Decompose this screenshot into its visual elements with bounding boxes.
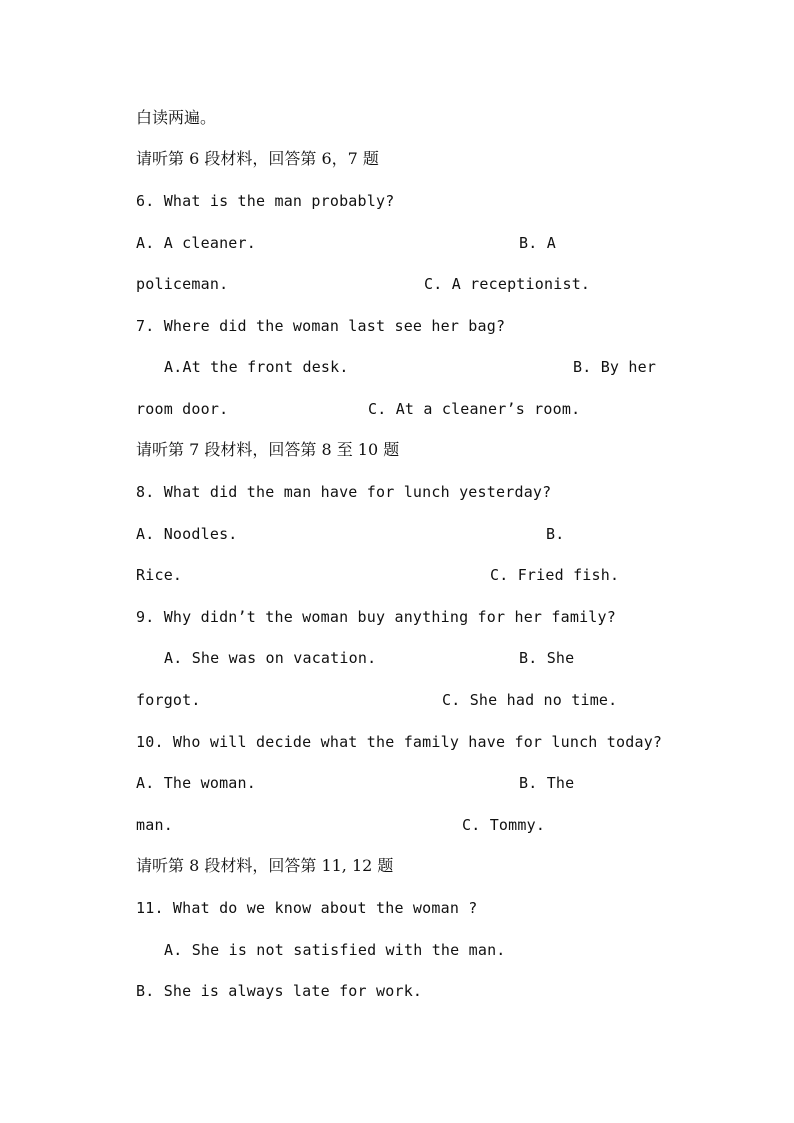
option-9-c: C. She had no time. (442, 691, 618, 709)
option-11-a: A. She is not satisfied with the man. (164, 941, 506, 959)
option-7-c: C. At a cleaner’s room. (368, 400, 581, 418)
question-8-options-row-2 (136, 563, 660, 587)
question-11: 11. What do we know about the woman ? (136, 899, 478, 917)
section-heading-6: 请听第 6 段材料，回答第 6，7 题 (136, 149, 379, 168)
option-8-a: A. Noodles. (136, 525, 238, 543)
option-6-c: C. A receptionist. (424, 275, 591, 293)
question-8: 8. What did the man have for lunch yesterday? (136, 483, 552, 501)
option-6-b-start: B. A (519, 234, 556, 252)
option-8-c: C. Fried fish. (490, 566, 620, 584)
option-11-a-line (136, 938, 660, 962)
option-6-b-end: policeman. (136, 275, 229, 293)
question-9-options-row-2 (136, 688, 660, 712)
section-heading-8: 请听第 8 段材料，回答第 11, 12 题 (136, 856, 394, 875)
option-11-b: B. She is always late for work. (136, 982, 423, 1000)
option-7-b-end: room door. (136, 400, 229, 418)
section-heading-7: 请听第 7 段材料，回答第 8 至 10 题 (136, 440, 400, 459)
question-10-options-row-2 (136, 813, 660, 837)
question-7-options-row-1 (136, 355, 660, 379)
question-9-options-row-1 (136, 646, 660, 670)
question-8-options-row-1 (136, 522, 660, 546)
question-7-options-row-2 (136, 397, 660, 421)
question-7: 7. Where did the woman last see her bag? (136, 317, 506, 335)
option-7-a: A.At the front desk. (164, 358, 349, 376)
question-6: 6. What is the man probably? (136, 192, 395, 210)
question-10-options-row-1 (136, 771, 660, 795)
question-9: 9. Why didn’t the woman buy anything for her family? (136, 608, 616, 626)
option-10-b-start: B. The (519, 774, 575, 792)
option-8-b-start: B. (546, 525, 565, 543)
instruction-line: 白读两遍。 (136, 108, 217, 127)
option-10-b-end: man. (136, 816, 173, 834)
option-6-a: A. A cleaner. (136, 234, 256, 252)
option-10-a: A. The woman. (136, 774, 256, 792)
option-9-b-end: forgot. (136, 691, 201, 709)
question-6-options-row-1 (136, 231, 660, 255)
option-10-c: C. Tommy. (462, 816, 546, 834)
option-9-a: A. She was on vacation. (164, 649, 377, 667)
option-9-b-start: B. She (519, 649, 575, 667)
question-10: 10. Who will decide what the family have for lunch today? (136, 733, 663, 751)
option-8-b-end: Rice. (136, 566, 183, 584)
question-6-options-row-2 (136, 272, 660, 296)
option-7-b-start: B. By her (573, 358, 657, 376)
